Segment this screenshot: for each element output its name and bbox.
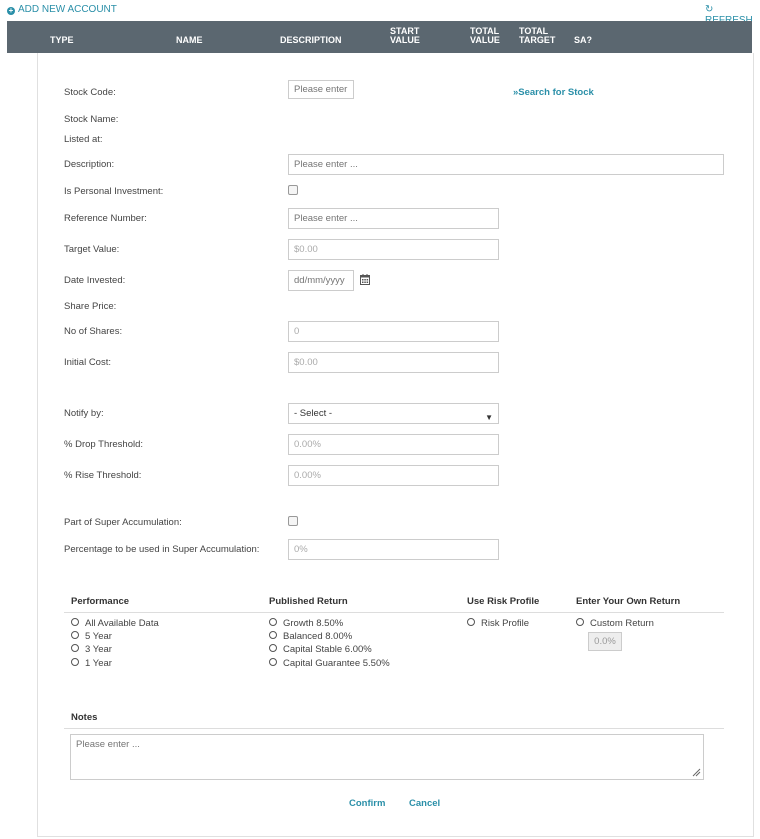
cancel-button[interactable]: Cancel bbox=[409, 798, 441, 809]
reference-number-input[interactable] bbox=[288, 208, 499, 229]
radio-icon bbox=[269, 618, 277, 626]
no-shares-input[interactable]: 0 bbox=[288, 321, 499, 342]
radio-icon bbox=[71, 618, 79, 626]
col-name: NAME bbox=[176, 35, 203, 45]
radio-5-year[interactable]: 5 Year bbox=[71, 631, 112, 642]
drop-threshold-label: % Drop Threshold: bbox=[64, 439, 144, 450]
listed-at-label: Listed at: bbox=[64, 134, 103, 145]
notes-textarea[interactable] bbox=[70, 734, 704, 780]
radio-1-year[interactable]: 1 Year bbox=[71, 658, 112, 669]
target-value-input[interactable]: $0.00 bbox=[288, 239, 499, 260]
radio-icon bbox=[269, 631, 277, 639]
radio-risk-profile[interactable]: Risk Profile bbox=[467, 618, 529, 629]
rise-threshold-input[interactable]: 0.00% bbox=[288, 465, 499, 486]
published-return-heading: Published Return bbox=[269, 596, 348, 607]
radio-icon bbox=[467, 618, 475, 626]
radio-capital-guarantee[interactable]: Capital Guarantee 5.50% bbox=[269, 658, 390, 669]
own-return-heading: Enter Your Own Return bbox=[576, 596, 681, 607]
reference-number-label: Reference Number: bbox=[64, 213, 147, 224]
stock-code-input[interactable] bbox=[288, 80, 354, 99]
radio-icon bbox=[71, 658, 79, 666]
radio-capital-stable[interactable]: Capital Stable 6.00% bbox=[269, 644, 372, 655]
col-total-target: TOTAL TARGET bbox=[519, 26, 556, 45]
radio-balanced[interactable]: Balanced 8.00% bbox=[269, 631, 352, 642]
target-value-label: Target Value: bbox=[64, 244, 120, 255]
super-percentage-label: Percentage to be used in Super Accumulation: bbox=[64, 544, 260, 555]
share-price-label: Share Price: bbox=[64, 301, 117, 312]
rise-threshold-label: % Rise Threshold: bbox=[64, 470, 142, 481]
performance-heading: Performance bbox=[71, 596, 130, 607]
calendar-icon[interactable] bbox=[360, 274, 370, 284]
radio-icon bbox=[71, 644, 79, 652]
personal-investment-label: Is Personal Investment: bbox=[64, 186, 164, 197]
date-invested-input[interactable] bbox=[288, 270, 354, 291]
notes-divider bbox=[64, 728, 724, 729]
col-description: DESCRIPTION bbox=[280, 35, 342, 45]
custom-return-input[interactable]: 0.0% bbox=[588, 632, 622, 651]
super-accumulation-label: Part of Super Accumulation: bbox=[64, 517, 182, 528]
refresh-icon: ↻ bbox=[705, 4, 714, 15]
radio-all-available-data[interactable]: All Available Data bbox=[71, 618, 159, 629]
search-stock-link[interactable]: »Search for Stock bbox=[513, 87, 594, 98]
notify-by-label: Notify by: bbox=[64, 408, 104, 419]
no-shares-label: No of Shares: bbox=[64, 326, 123, 337]
risk-profile-heading: Use Risk Profile bbox=[467, 596, 540, 607]
add-new-account-link[interactable]: + ADD NEW ACCOUNT bbox=[8, 4, 117, 15]
col-type: TYPE bbox=[50, 35, 74, 45]
caret-down-icon: ▼ bbox=[485, 413, 493, 422]
stock-name-label: Stock Name: bbox=[64, 114, 119, 125]
resize-handle-icon[interactable] bbox=[692, 768, 701, 777]
radio-icon bbox=[71, 631, 79, 639]
col-sa: SA? bbox=[574, 35, 592, 45]
col-total-value: TOTAL VALUE bbox=[470, 26, 500, 45]
radio-custom-return[interactable]: Custom Return bbox=[576, 618, 654, 629]
personal-investment-checkbox[interactable] bbox=[288, 185, 298, 195]
super-percentage-input[interactable]: 0% bbox=[288, 539, 499, 560]
radio-icon bbox=[269, 658, 277, 666]
description-input[interactable] bbox=[288, 154, 724, 175]
date-invested-label: Date Invested: bbox=[64, 275, 126, 286]
performance-divider bbox=[64, 612, 724, 613]
initial-cost-label: Initial Cost: bbox=[64, 357, 111, 368]
notes-heading: Notes bbox=[71, 712, 98, 723]
radio-growth[interactable]: Growth 8.50% bbox=[269, 618, 343, 629]
stock-code-label: Stock Code: bbox=[64, 87, 116, 98]
accounts-table-header bbox=[7, 21, 752, 53]
radio-icon bbox=[576, 618, 584, 626]
notify-by-select[interactable]: - Select - ▼ bbox=[288, 403, 499, 424]
radio-3-year[interactable]: 3 Year bbox=[71, 644, 112, 655]
drop-threshold-input[interactable]: 0.00% bbox=[288, 434, 499, 455]
super-accumulation-checkbox[interactable] bbox=[288, 516, 298, 526]
col-start-value: START VALUE bbox=[390, 26, 420, 45]
radio-icon bbox=[269, 644, 277, 652]
description-label: Description: bbox=[64, 159, 115, 170]
confirm-button[interactable]: Confirm bbox=[349, 798, 386, 809]
initial-cost-input[interactable]: $0.00 bbox=[288, 352, 499, 373]
plus-circle-icon: + bbox=[8, 6, 14, 15]
